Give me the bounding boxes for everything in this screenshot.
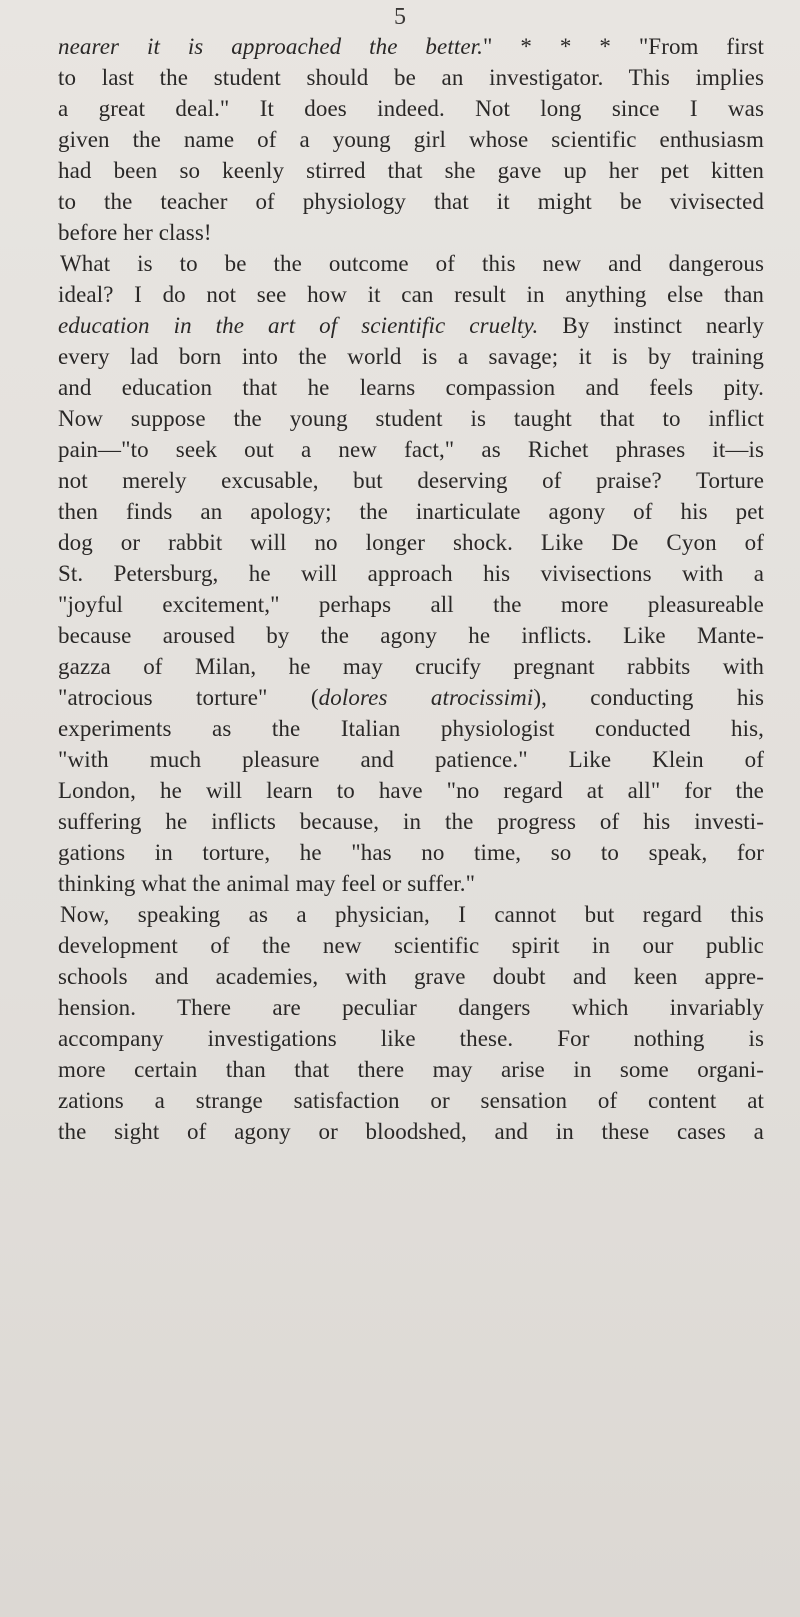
text-line: more certain than that there may arise in some organi- [58,1057,764,1082]
italic-phrase: education in the art of scientific cruelty. [58,313,539,338]
text-line: "with much pleasure and patience." Like Klein of [58,747,764,772]
text-line: schools and academies, with grave doubt and keen appre- [58,964,764,989]
text-line: and education that he learns compassion and feels pity. [58,375,764,400]
text-line: gations in torture, he "has no time, so to speak, for [58,840,764,865]
text-line: nearer it is approached the better." * * * "From first [58,34,764,59]
italic-phrase: nearer it is approached the better. [58,34,483,59]
text-line: had been so keenly stirred that she gave up her pet kitten [58,158,764,183]
text-line: thinking what the animal may feel or suffer." [58,871,476,896]
text-line: What is to be the outcome of this new and dangerous [60,251,764,276]
text-line: because aroused by the agony he inflicts. Like Mante- [58,623,764,648]
text-line: a great deal." It does indeed. Not long since I was [58,96,764,121]
text-line: gazza of Milan, he may crucify pregnant rabbits with [58,654,764,679]
text-line: the sight of agony or bloodshed, and in these cases a [58,1119,764,1144]
text-line: "atrocious torture" (dolores atrocissimi), conducting his [58,685,764,710]
body-text [58,31,764,1147]
text-line: Now suppose the young student is taught that to inflict [58,406,764,431]
italic-phrase: dolores atrocissimi [318,685,534,710]
text-line: ideal? I do not see how it can result in anything else than [58,282,764,307]
text-line: to the teacher of physiology that it might be vivisected [58,189,764,214]
text-line: experiments as the Italian physiologist conducted his, [58,716,764,741]
text-line: St. Petersburg, he will approach his vivisections with a [58,561,764,586]
text-line: accompany investigations like these. For nothing is [58,1026,764,1051]
text-line: Now, speaking as a physician, I cannot but regard this [60,902,764,927]
text-line: "joyful excitement," perhaps all the more pleasureable [58,592,764,617]
text-line: hension. There are peculiar dangers which invariably [58,995,764,1020]
text-line: development of the new scientific spirit in our public [58,933,764,958]
text-line: to last the student should be an investigator. This implies [58,65,764,90]
text-line: dog or rabbit will no longer shock. Like De Cyon of [58,530,764,555]
text-line: before her class! [58,220,212,245]
text-line: every lad born into the world is a savage; it is by training [58,344,764,369]
text-line: not merely excusable, but deserving of praise? Torture [58,468,764,493]
text-line: zations a strange satisfaction or sensation of content at [58,1088,764,1113]
text-line: given the name of a young girl whose scientific enthusiasm [58,127,764,152]
page-number: 5 [394,4,406,30]
text-line: education in the art of scientific cruelty. By instinct nearly [58,313,764,338]
text-line: suffering he inflicts because, in the progress of his investi- [58,809,764,834]
text-line: London, he will learn to have "no regard at all" for the [58,778,764,803]
text-line: pain—"to seek out a new fact," as Richet phrases it—is [58,437,764,462]
text-line: then finds an apology; the inarticulate agony of his pet [58,499,764,524]
